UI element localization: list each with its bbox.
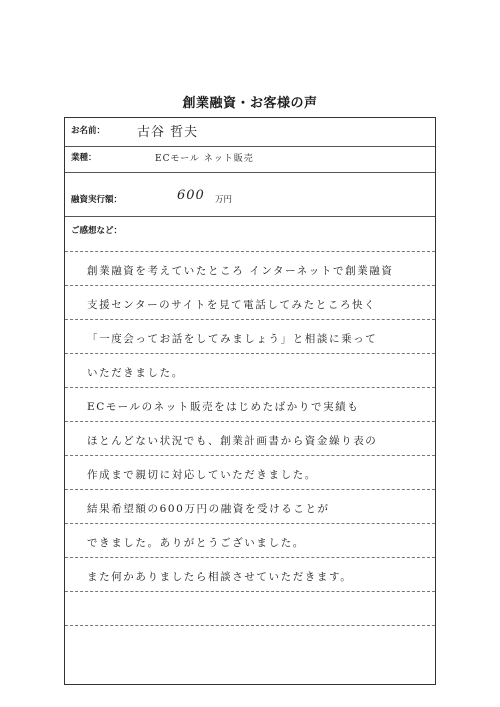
ruled-line	[65, 285, 435, 286]
ruled-line	[65, 421, 435, 422]
ruled-line	[65, 489, 435, 490]
comments-field	[65, 216, 435, 242]
ruled-line	[65, 319, 435, 320]
loan-unit: 万円	[215, 195, 233, 205]
page-title: 創業融資・お客様の声	[182, 96, 318, 111]
name-value: 古谷 哲夫	[137, 125, 199, 140]
ruled-line	[65, 523, 435, 524]
comment-line: ECモールのネット販売をはじめたばかりで実績も	[87, 401, 360, 413]
ruled-line	[65, 387, 435, 388]
name-field	[65, 118, 435, 147]
business-label: 業種：	[71, 153, 97, 163]
comment-line: 支援センターのサイトを見て電話してみたところ快く	[87, 299, 377, 311]
comments-label: ご感想など：	[71, 226, 123, 236]
ruled-line	[65, 455, 435, 456]
ruled-line	[65, 625, 435, 626]
comment-line: いただきました。	[87, 367, 184, 379]
comment-line: 「一度会ってお話をしてみましょう」と相談に乗って	[87, 333, 378, 345]
loan-field	[65, 172, 435, 217]
loan-value: 600	[177, 188, 205, 203]
loan-label: 融資実行額：	[71, 195, 123, 205]
business-value: ECモール ネット販売	[155, 154, 254, 164]
ruled-line	[65, 591, 435, 592]
comment-line: 創業融資を考えていたところ インターネットで創業融資	[87, 265, 394, 277]
testimonial-form	[64, 117, 436, 685]
comment-line: できました。ありがとうございました。	[87, 537, 305, 549]
business-field	[65, 146, 435, 173]
comment-line: 結果希望額の600万円の融資を受けることが	[87, 503, 330, 515]
name-label: お名前：	[71, 126, 106, 136]
ruled-line	[65, 251, 435, 252]
comment-line: また何かありましたら相談させていただきます。	[87, 571, 353, 583]
comment-line: 作成まで親切に対応していただきました。	[87, 469, 317, 481]
ruled-line	[65, 557, 435, 558]
comment-line: ほとんどない状況でも、創業計画書から資金繰り表の	[87, 435, 378, 447]
ruled-line	[65, 353, 435, 354]
